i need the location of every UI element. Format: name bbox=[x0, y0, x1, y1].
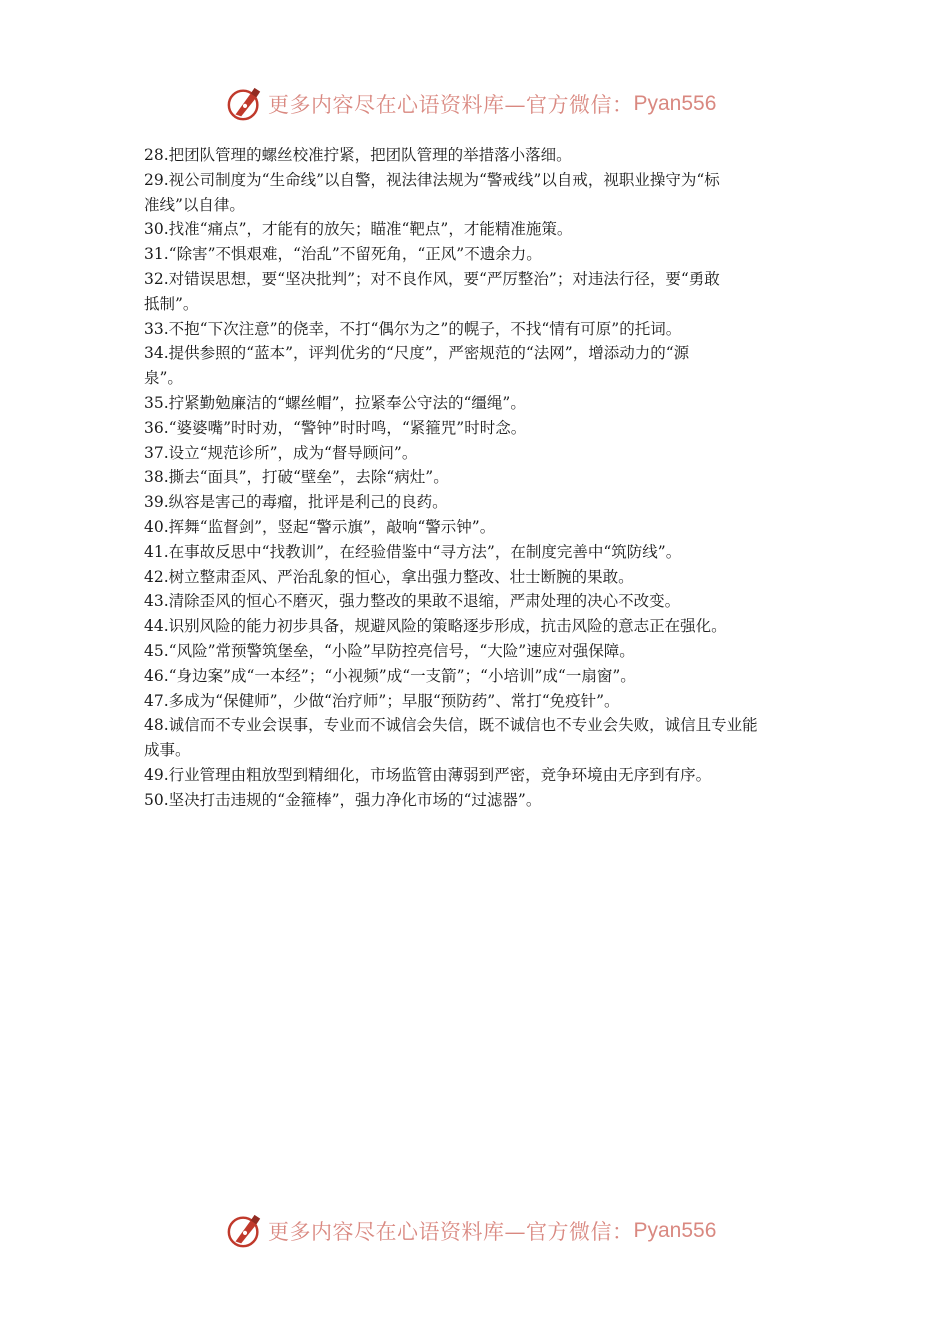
text-line: 50.坚决打击违规的“金箍棒”，强力净化市场的“过滤器”。 bbox=[144, 790, 542, 809]
text-line: 44.识别风险的能力初步具备，规避风险的策略逐步形成，抗击风险的意志正在强化。 bbox=[144, 617, 727, 636]
text-line: 31.“除害”不惧艰难，“治乱”不留死角，“正风”不遗余力。 bbox=[144, 245, 542, 264]
text-line: 30.找准“痛点”，才能有的放矢；瞄准“靶点”，才能精准施策。 bbox=[144, 220, 573, 239]
text-line: 成事。 bbox=[144, 741, 191, 760]
text-line: 48.诚信而不专业会误事，专业而不诚信会失信，既不诚信也不专业会失败，诚信且专业能 bbox=[144, 716, 758, 735]
text-line: 准线”以自律。 bbox=[144, 195, 245, 214]
footer-banner-id: Pyan556 bbox=[633, 1219, 717, 1242]
text-line: 38.撕去“面具”，打破“壁垒”，去除“病灶”。 bbox=[144, 468, 449, 487]
text-line: 36.“婆婆嘴”时时劝，“警钟”时时鸣，“紧箍咒”时时念。 bbox=[144, 418, 527, 437]
text-line: 40.挥舞“监督剑”，竖起“警示旗”，敲响“警示钟”。 bbox=[144, 517, 496, 536]
text-line: 49.行业管理由粗放型到精细化，市场监管由薄弱到严密，竞争环境由无序到有序。 bbox=[144, 765, 712, 784]
text-line: 33.不抱“下次注意”的侥幸，不打“偶尔为之”的幌子，不找“情有可原”的托词。 bbox=[144, 319, 682, 338]
header-banner-text: 更多内容尽在心语资料库—官方微信： bbox=[268, 93, 634, 117]
header-banner-id: Pyan556 bbox=[633, 92, 717, 115]
text-line: 37.设立“规范诊所”，成为“督导顾问”。 bbox=[144, 443, 418, 462]
text-line: 39.纵容是害己的毒瘤，批评是利己的良药。 bbox=[144, 493, 448, 512]
pen-nib-logo-icon bbox=[226, 1212, 264, 1250]
text-line: 41.在事故反思中“找教训”，在经验借鉴中“寻方法”，在制度完善中“筑防线”。 bbox=[144, 542, 682, 561]
footer-banner bbox=[226, 1211, 716, 1251]
text-line: 45.“风险”常预警筑堡垒，“小险”早防控亮信号，“大险”速应对强保障。 bbox=[144, 641, 635, 660]
text-line: 35.拧紧勤勉廉洁的“螺丝帽”，拉紧奉公守法的“缰绳”。 bbox=[144, 393, 526, 412]
text-line: 32.对错误思想，要“坚决批判”；对不良作风，要“严厉整治”；对违法行径，要“勇敢 bbox=[144, 269, 720, 288]
pen-nib-logo-icon bbox=[226, 85, 264, 123]
text-line: 泉”。 bbox=[144, 369, 183, 388]
text-line: 43.清除歪风的恒心不磨灭，强力整改的果敢不退缩，严肃处理的决心不改变。 bbox=[144, 592, 681, 611]
text-line: 42.树立整肃歪风、严治乱象的恒心，拿出强力整改、壮士断腕的果敢。 bbox=[144, 567, 634, 586]
footer-banner-text: 更多内容尽在心语资料库—官方微信： bbox=[268, 1220, 634, 1244]
text-line: 46.“身边案”成“一本经”；“小视频”成“一支箭”；“小培训”成“一扇窗”。 bbox=[144, 666, 636, 685]
text-line: 28.把团队管理的螺丝校准拧紧，把团队管理的举措落小落细。 bbox=[144, 146, 572, 164]
text-line: 抵制”。 bbox=[144, 294, 199, 313]
document-body bbox=[144, 143, 808, 813]
text-line: 34.提供参照的“蓝本”，评判优劣的“尺度”，严密规范的“法网”，增添动力的“源 bbox=[144, 344, 690, 363]
text-line: 47.多成为“保健师”，少做“治疗师”；早服“预防药”、常打“免疫针”。 bbox=[144, 691, 620, 710]
header-banner bbox=[226, 84, 716, 124]
text-line: 29.视公司制度为“生命线”以自警，视法律法规为“警戒线”以自戒，视职业操守为“标 bbox=[144, 170, 720, 189]
